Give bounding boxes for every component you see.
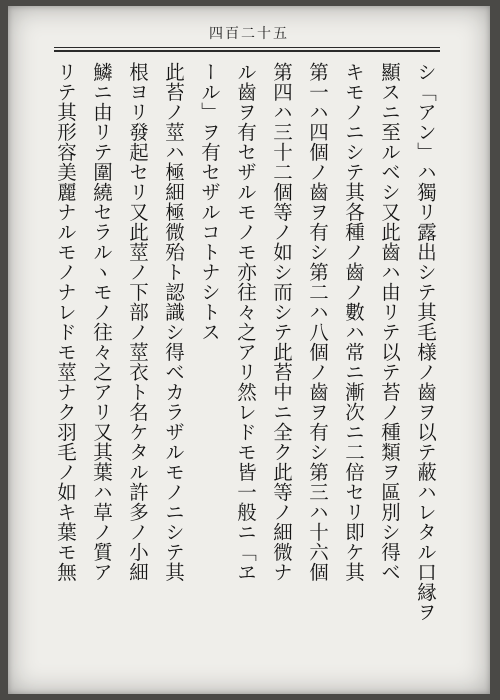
text-column: 第一ハ四個ノ齒ヲ有シ第二ハ八個ノ齒ヲ有シ第三ハ十六個 — [306, 62, 329, 582]
vertical-text-body — [8, 62, 490, 682]
text-column: 此苔ノ莖ハ極細極微殆ト認識シ得ベカラザルモノニシテ其 — [162, 62, 185, 582]
header-rule — [54, 47, 440, 48]
text-column: 顯スニ至ルベシ又此齒ハ由リテ以テ苔ノ種類ヲ區別シ得ベ — [378, 62, 401, 582]
text-column: 鱗ニ由リテ圍繞セラルヽモノ往々之アリ又其葉ハ草ノ質ア — [90, 62, 113, 582]
text-column: リテ其形容美麗ナルモノナレドモ莖ナク羽毛ノ如キ葉モ無 — [54, 62, 77, 582]
book-page — [8, 6, 490, 694]
page-number: 四百二十五 — [209, 26, 289, 42]
text-column: キモノニシテ其各種ノ齒ノ數ハ常ニ漸次ニ二倍セリ即ケ其 — [342, 62, 365, 582]
text-column: 第四ハ三十二個等ノ如シ而シテ此苔中ニ全ク此等ノ細微ナ — [270, 62, 293, 582]
header-rule-thick — [54, 50, 440, 52]
text-column: シ「アン」ハ獨リ露出シテ其毛様ノ齒ヲ以テ蔽ハレタル口縁ヲ — [414, 62, 437, 622]
text-column: ール」ヲ有セザルコトナシトス — [198, 62, 221, 342]
text-column: ル齒ヲ有セザルモノモ亦往々之アリ然レドモ皆一般ニ「ヱ — [234, 62, 257, 582]
text-column: 根ヨリ發起セリ又此莖ノ下部ノ莖衣ト名ケタル許多ノ小細 — [126, 62, 149, 582]
